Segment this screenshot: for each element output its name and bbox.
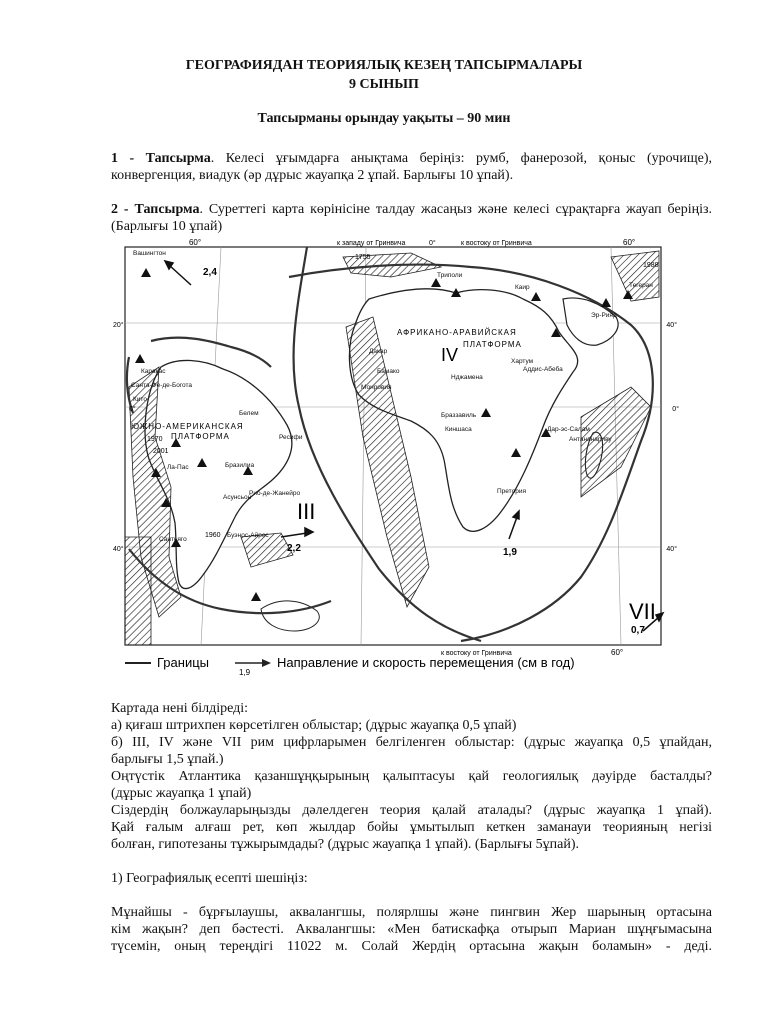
city-dakar: Дакар (369, 348, 388, 355)
speed-2-4: 2,4 (203, 267, 217, 278)
question-d-line1: Сіздердің болжауларыңызды дәлелдеген теория қалай аталады? (дұрыс жауапқа 1 ұпай). (111, 803, 712, 818)
legend-speed-label: 1,9 (239, 668, 251, 677)
city-ndjamena: Нджамена (451, 374, 483, 381)
city-caracas: Каракас (141, 368, 166, 375)
legend-borders-label: Границы (157, 655, 209, 670)
city-rio: Рио-де-Жанейро (249, 490, 301, 497)
document-title: ГЕОГРАФИЯДАН ТЕОРИЯЛЫҚ КЕЗЕҢ ТАПСЫРМАЛАРЫ (185, 58, 583, 73)
lat-20-left-label: 20° (113, 322, 124, 329)
city-kinshasa: Киншаса (445, 426, 472, 433)
city-brazzaville: Браззавиль (441, 412, 477, 419)
speed-1-9: 1,9 (503, 547, 517, 558)
legend-direction-label: Направление и скорость перемещения (см в год) (277, 655, 575, 670)
lat-0-right-label: 0° (672, 406, 679, 413)
task-2-text: . Суреттегі карта көрінісіне талдау жасаңыз және келесі сұрақтарға жауап беріңіз. (Барлығы 10 ұпай) (111, 202, 712, 234)
region-iii: III (297, 499, 316, 524)
task-2-label: 2 - Тапсырма (111, 202, 200, 217)
task-3-line1: Мұнайшы - бұрғылаушы, аквалангшы, полярлшы және пингвин Жер шарының ортасына (111, 905, 712, 920)
question-a: а) қиғаш штрихпен көрсетілген облыстар; (дұрыс жауапқа 0,5 ұпай) (111, 718, 517, 733)
city-dar: Дар-эс-Салам (547, 426, 590, 433)
duration-label: Тапсырманы орындау уақыты – 90 мин (257, 111, 511, 126)
task-3-line2: кім жақын? деп бәстесті. Аквалангшы: «Мен батискафқа отырып Мариан шұңғымасына (111, 922, 712, 937)
african-platform-label-2: ПЛАТФОРМА (463, 340, 522, 349)
city-quito: Кито (133, 396, 147, 403)
city-cairo: Каир (515, 284, 530, 291)
question-d-line2: Қай ғалым алғаш рет, көп жылдар бойы ұмытылып кеткен заманауи теорияның негізі (111, 820, 712, 835)
question-c-line1: Оңтүстік Атлантика қазаншұңқырының қалыптасуы қай геологиялық дәуірде басталды? (111, 769, 712, 784)
city-belem: Белем (239, 410, 259, 417)
lat-60-left-label: 60° (188, 238, 202, 247)
speed-0-7: 0,7 (631, 625, 645, 636)
question-intro: Картада нені білдіреді: (111, 701, 249, 716)
lon-60-top-right-label: 60° (623, 238, 636, 247)
year-2001: 2001 (153, 448, 169, 455)
lon-0-label: 0° (429, 240, 436, 247)
city-recife: Ресифи (279, 434, 303, 441)
question-d-line3: болған, гипотезаны тұжырымдады? (дұрыс жауапқа 1 ұпай). (Барлығы 5ұпай). (111, 837, 580, 852)
south-american-platform-label: ЮЖНО-АМЕРИКАНСКАЯ (131, 422, 244, 431)
task-1-label: 1 - Тапсырма (111, 151, 211, 166)
bottom-meridian-label: к востоку от Гринвича (441, 650, 512, 657)
city-antananarivo: Антананариву (569, 436, 612, 443)
city-bogota: Санта-Фе-де-Богота (131, 382, 193, 389)
year-1970: 1970 (147, 436, 163, 443)
city-monrovia: Монровия (361, 384, 392, 391)
city-asuncion: Асунсьон (223, 494, 252, 501)
task-2 (111, 201, 712, 235)
lat-40-right-label: 40° (666, 322, 677, 329)
city-addis: Аддис-Абеба (523, 366, 563, 373)
lat-0-left-label: 0° (129, 406, 136, 413)
region-vii: VII (629, 599, 656, 624)
city-tripoli: Триполи (437, 272, 463, 279)
lat-40-left-label: 40° (113, 546, 124, 553)
city-santiago: Сантьяго (159, 536, 187, 543)
east-of-greenwich-label: к востоку от Гринвича (461, 240, 532, 247)
city-bamako: Бамако (377, 368, 400, 375)
city-lapaz: Ла-Пас (167, 464, 189, 471)
city-pretoria: Претория (497, 488, 526, 495)
year-1960: 1960 (205, 532, 221, 539)
lon-60-bottom-label: 60° (611, 648, 624, 657)
city-khartoum: Хартум (511, 358, 534, 365)
task-1 (111, 150, 712, 184)
city-buenos: Буэнос-Айрес (227, 532, 269, 539)
grade-label: 9 СЫНЫП (349, 77, 419, 92)
question-c-line2: (дұрыс жауапқа 1 ұпай) (111, 786, 252, 801)
question-b-line1: б) III, IV және VII рим цифрларымен белгіленген облыстар: (дұрыс жауапқа 0,5 ұпайдан, (111, 735, 712, 750)
task-3-heading: 1) Географиялық есепті шешіңіз: (111, 871, 308, 886)
task-3-line3: түсемін, оның тереңдігі 11022 м. Солай Жердің ортасына жақын боламын» - деді. (111, 939, 712, 954)
city-tehran: Тегеран (629, 282, 653, 289)
year-1755: 1755 (355, 254, 371, 261)
tectonic-map (111, 237, 679, 677)
region-iv: IV (441, 345, 459, 365)
west-of-greenwich-label: к западу от Гринвича (337, 240, 406, 247)
city-brasilia: Бразилиа (225, 462, 255, 469)
south-american-platform-label-2: ПЛАТФОРМА (171, 432, 230, 441)
african-platform-label: АФРИКАНО-АРАВИЙСКАЯ (397, 328, 517, 337)
city-riyadh: Эр-Рияд (591, 312, 617, 319)
year-1988: 1988 (643, 262, 659, 269)
lat-40-right-lower-label: 40° (666, 546, 677, 553)
city-washington: Вашингтон (133, 250, 166, 257)
speed-2-2: 2,2 (287, 543, 301, 554)
task-1-text: . Келесі ұғымдарға анықтама беріңіз: румб, фанерозой, қоныс (урочище), конвергенция, виадук (әр дұрыс жауапқа 2 ұпай. Барлығы 10 ұпай). (111, 151, 712, 183)
question-b-line2: барлығы 1,5 ұпай.) (111, 752, 224, 767)
